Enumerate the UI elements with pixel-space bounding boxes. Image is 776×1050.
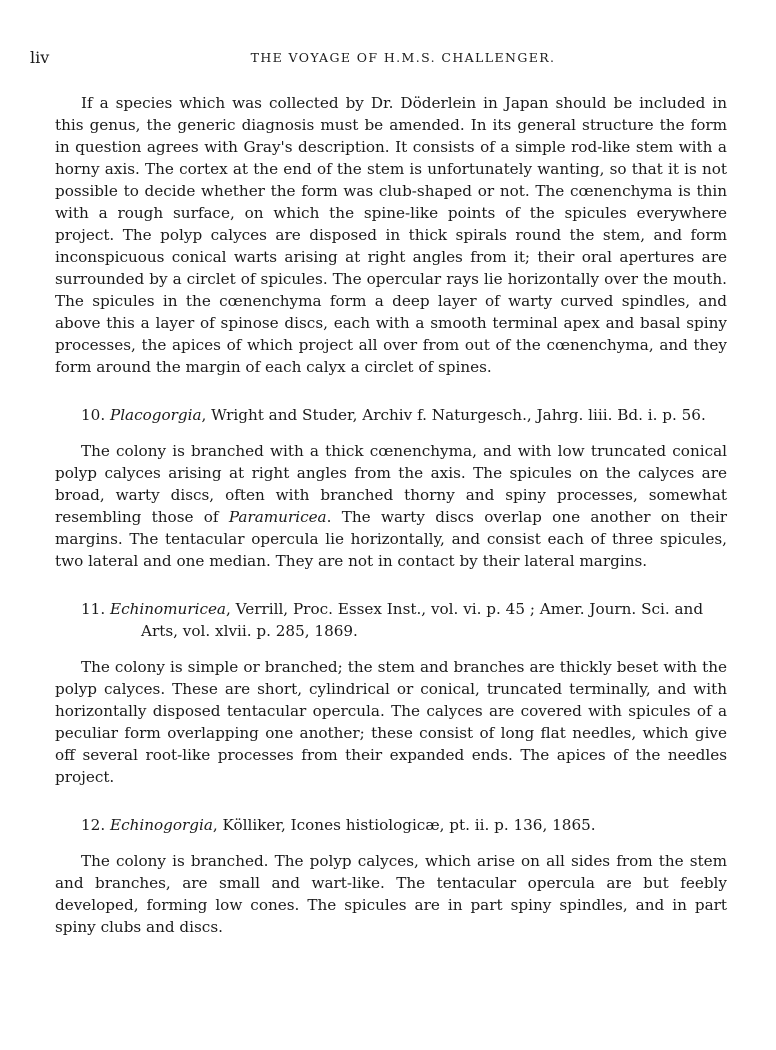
genus-entry-10 — [55, 404, 727, 572]
genus-name: Echinogorgia — [109, 816, 213, 834]
entry-description — [55, 440, 727, 572]
genus-reference: Paramuricea — [228, 508, 327, 526]
entry-heading — [55, 404, 727, 426]
entry-citation: , Verrill, Proc. Essex Inst., vol. vi. p. 45 ; Amer. Journ. Sci. and Arts, vol. xlvii. p. 285, 1869. — [141, 600, 704, 640]
description-text: The colony is branched with a thick cœnenchyma, and with low truncated conical polyp calyces arising at right angles from the axis. The spicules on the calyces are broad, warty discs, often with branched thorny and spiny processes, somewhat resembling those of — [55, 442, 727, 526]
description-text-continued: . The warty discs overlap one another on their margins. The tentacular opercula lie horizontally, and consist each of three spicules, two lateral and one median. They are not in contact by their lateral margins. — [55, 508, 727, 570]
entry-description: The colony is simple or branched; the stem and branches are thickly beset with the polyp calyces. These are short, cylindrical or conical, truncated terminally, and with horizontally disposed tentacular opercula. The calyces are covered with spicules of a peculiar form overlapping one another; these consist of long flat needles, which give off several root-like processes from their expanded ends. The apices of the needles project. — [55, 658, 727, 786]
genus-entry-12 — [55, 814, 727, 938]
entry-heading — [55, 814, 727, 836]
entry-number: 12. — [81, 816, 106, 834]
page-number: liv — [30, 48, 50, 67]
intro-paragraph: If a species which was collected by Dr. Döderlein in Japan should be included in this genus, the generic diagnosis must be amended. In its general structure the form in question agrees with Gray's description. It consists of a simple rod-like stem with a horny axis. The cortex at the end of the stem is unfortunately wanting, so that it is not possible to decide whether the form was club-shaped or not. The cœnenchyma is thin with a rough surface, on which the spine-like points of the spicules everywhere project. The polyp calyces are disposed in thick spirals round the stem, and form inconspicuous conical warts arising at right angles from it; their oral apertures are surrounded by a circlet of spicules. The opercular rays lie horizontally over the mouth. The spicules in the cœnenchyma form a deep layer of warty curved spindles, and above this a layer of spinose discs, each with a smooth terminal apex and basal spiny processes, the apices of which project all over from out of the cœnenchyma, and they form around the margin of each calyx a circlet of spines. — [55, 94, 727, 376]
entry-description: The colony is branched. The polyp calyces, which arise on all sides from the stem and branches, are small and wart-like. The tentacular opercula are but feebly developed, forming low cones. The spicules are in part spiny spindles, and in part spiny clubs and discs. — [55, 852, 727, 936]
genus-entry-11 — [55, 598, 727, 788]
entry-number: 10. — [81, 406, 106, 424]
running-title: THE VOYAGE OF H.M.S. CHALLENGER. — [250, 50, 556, 65]
genus-name: Placogorgia — [109, 406, 202, 424]
entry-number: 11. — [81, 600, 106, 618]
entry-heading — [55, 598, 727, 642]
page-header — [0, 48, 776, 70]
genus-name: Echinomuricea — [109, 600, 226, 618]
entry-citation: , Kölliker, Icones histiologicæ, pt. ii. p. 136, 1865. — [212, 816, 596, 834]
page-body — [55, 92, 727, 938]
entry-citation: , Wright and Studer, Archiv f. Naturgesch., Jahrg. liii. Bd. i. p. 56. — [201, 406, 706, 424]
